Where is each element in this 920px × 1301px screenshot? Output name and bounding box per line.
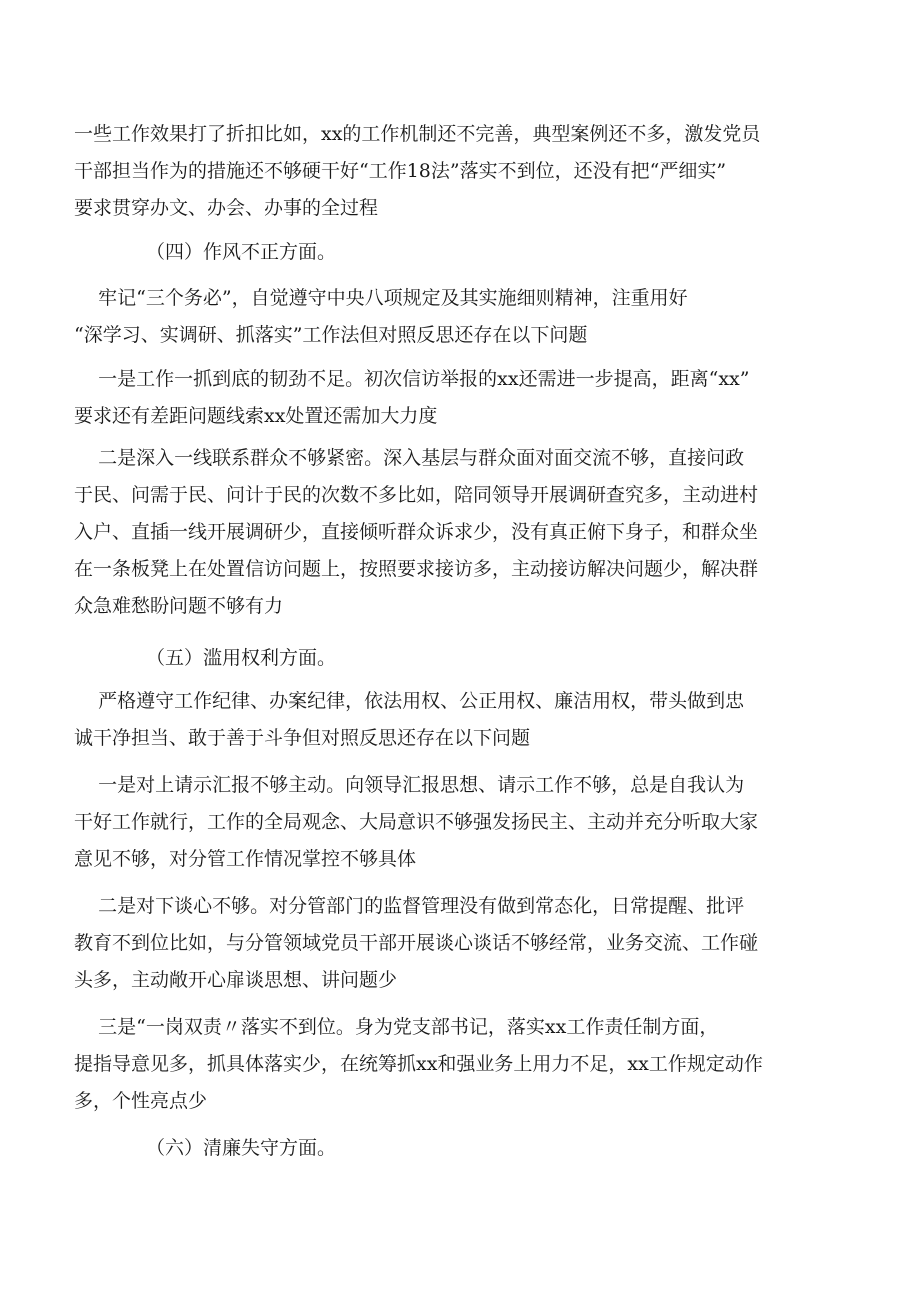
line: 二是深入一线联系群众不够紧密。深入基层与群众面对面交流不够，直接问政 [74, 447, 745, 469]
line: 意见不够，对分管工作情况掌控不够具体 [74, 848, 417, 870]
line: 众急难愁盼问题不够有力 [74, 595, 284, 617]
line: 于民、问需于民、问计于民的次数不多比如，陪同领导开展调研查究多，主动进村 [74, 484, 759, 506]
line: 一些工作效果打了折扣比如，xx的工作机制还不完善，典型案例还不多，激发党员 [74, 123, 761, 145]
section-heading-six [146, 1130, 336, 1167]
paragraph-intro-four [74, 280, 854, 354]
paragraph-point-one-b [74, 767, 854, 878]
line: 严格遵守工作纪律、办案纪律，依法用权、公正用权、廉洁用权，带头做到忠 [74, 690, 745, 712]
paragraph-point-one [74, 361, 854, 435]
heading-text: （五）滥用权利方面。 [146, 647, 337, 669]
line: 牢记“三个务必”，自觉遵守中央八项规定及其实施细则精神，注重用好 [74, 287, 688, 309]
heading-text: （六）清廉失守方面。 [146, 1137, 337, 1159]
paragraph-point-two [74, 440, 854, 625]
section-heading-four [146, 234, 336, 271]
line: 提指导意见多，抓具体落实少，在统筹抓xx和强业务上用力不足，xx工作规定动作 [74, 1053, 763, 1075]
line: 诚干净担当、敢于善于斗争但对照反思还存在以下问题 [74, 727, 531, 749]
line: 二是对下谈心不够。对分管部门的监督管理没有做到常态化，日常提醒、批评 [74, 895, 745, 917]
line: 干部担当作为的措施还不够硬干好“工作18法”落实不到位，还没有把“严细实” [74, 160, 727, 182]
line: 三是“一岗双责〃落实不到位。身为党支部书记，落实xx工作责任制方面， [74, 1016, 719, 1038]
line: 一是工作一抓到底的韧劲不足。初次信访举报的xx还需进一步提高，距离“xx” [74, 368, 750, 390]
heading-text: （四）作风不正方面。 [146, 241, 337, 263]
line: “深学习、实调研、抓落实”工作法但对照反思还存在以下问题 [74, 324, 588, 346]
line: 干好工作就行，工作的全局观念、大局意识不够强发扬民主、主动并充分听取大家 [74, 811, 759, 833]
paragraph-continuation [74, 116, 854, 227]
section-heading-five [146, 640, 336, 677]
line: 入户、直插一线开展调研少，直接倾听群众诉求少，没有真正俯下身子，和群众坐 [74, 521, 759, 543]
paragraph-point-three [74, 1009, 854, 1120]
line: 在一条板凳上在处置信访问题上，按照要求接访多，主动接访解决问题少，解决群 [74, 558, 759, 580]
paragraph-intro-five [74, 683, 854, 757]
line: 要求贯穿办文、办会、办事的全过程 [74, 197, 379, 219]
line: 一是对上请示汇报不够主动。向领导汇报思想、请示工作不够，总是自我认为 [74, 774, 745, 796]
paragraph-point-two-b [74, 888, 854, 999]
line: 要求还有差距问题线索xx处置还需加大力度 [74, 405, 438, 427]
line: 头多，主动敞开心扉谈思想、讲问题少 [74, 969, 398, 991]
line: 多，个性亮点少 [74, 1090, 208, 1112]
line: 教育不到位比如，与分管领域党员干部开展谈心谈话不够经常，业务交流、工作碰 [74, 932, 759, 954]
